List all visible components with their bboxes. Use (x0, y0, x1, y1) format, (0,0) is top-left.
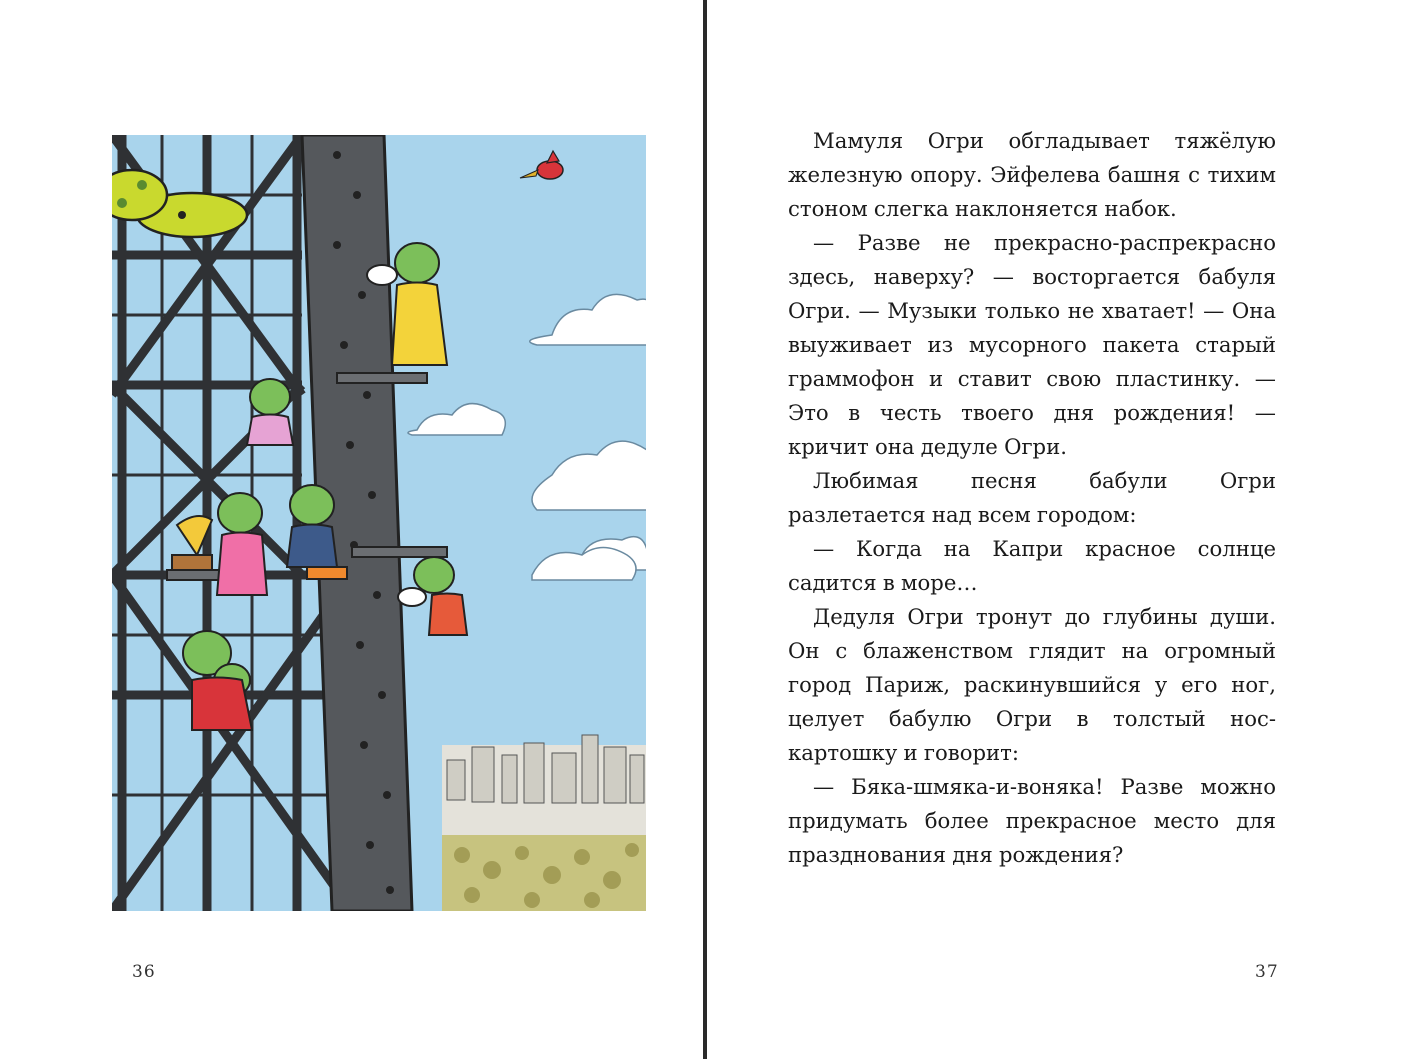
paragraph: — Бяка-шмяка-и-воняка! Разве можно придумать более прекрасное место для празднования дня рождения? (788, 774, 1276, 867)
right-page (707, 0, 1410, 1059)
paragraph: — Когда на Капри красное солнце садится в море… (788, 536, 1276, 595)
illustration-svg (112, 135, 646, 911)
page-number: 36 (132, 962, 156, 982)
paragraph: — Разве не прекрасно-распрекрасно здесь, наверху? — восторгается бабуля Огри. — Музыки только не хватает! — Она выуживает из мусорного пакета старый граммофон и ставит свою пластинку. — Это в честь твоего дня рождения! — кричит она дедуле Огри. (788, 230, 1276, 459)
text-block (788, 124, 1276, 872)
left-page (0, 0, 703, 1059)
paris-cityscape (442, 735, 646, 911)
eiffel-tower-illustration (112, 135, 646, 911)
paragraph: Дедуля Огри тронут до глубины души. Он с блаженством глядит на огромный город Париж, раскинувшийся у его ног, целует бабулю Огри в толстый нос-картошку и говорит: (788, 604, 1276, 765)
paragraph: Мамуля Огри обгладывает тяжёлую железную опору. Эйфелева башня с тихим стоном слегка наклоняется набок. (788, 128, 1276, 221)
page-number: 37 (1255, 962, 1279, 982)
paragraph: Любимая песня бабули Огри разлетается над всем городом: (788, 468, 1276, 527)
